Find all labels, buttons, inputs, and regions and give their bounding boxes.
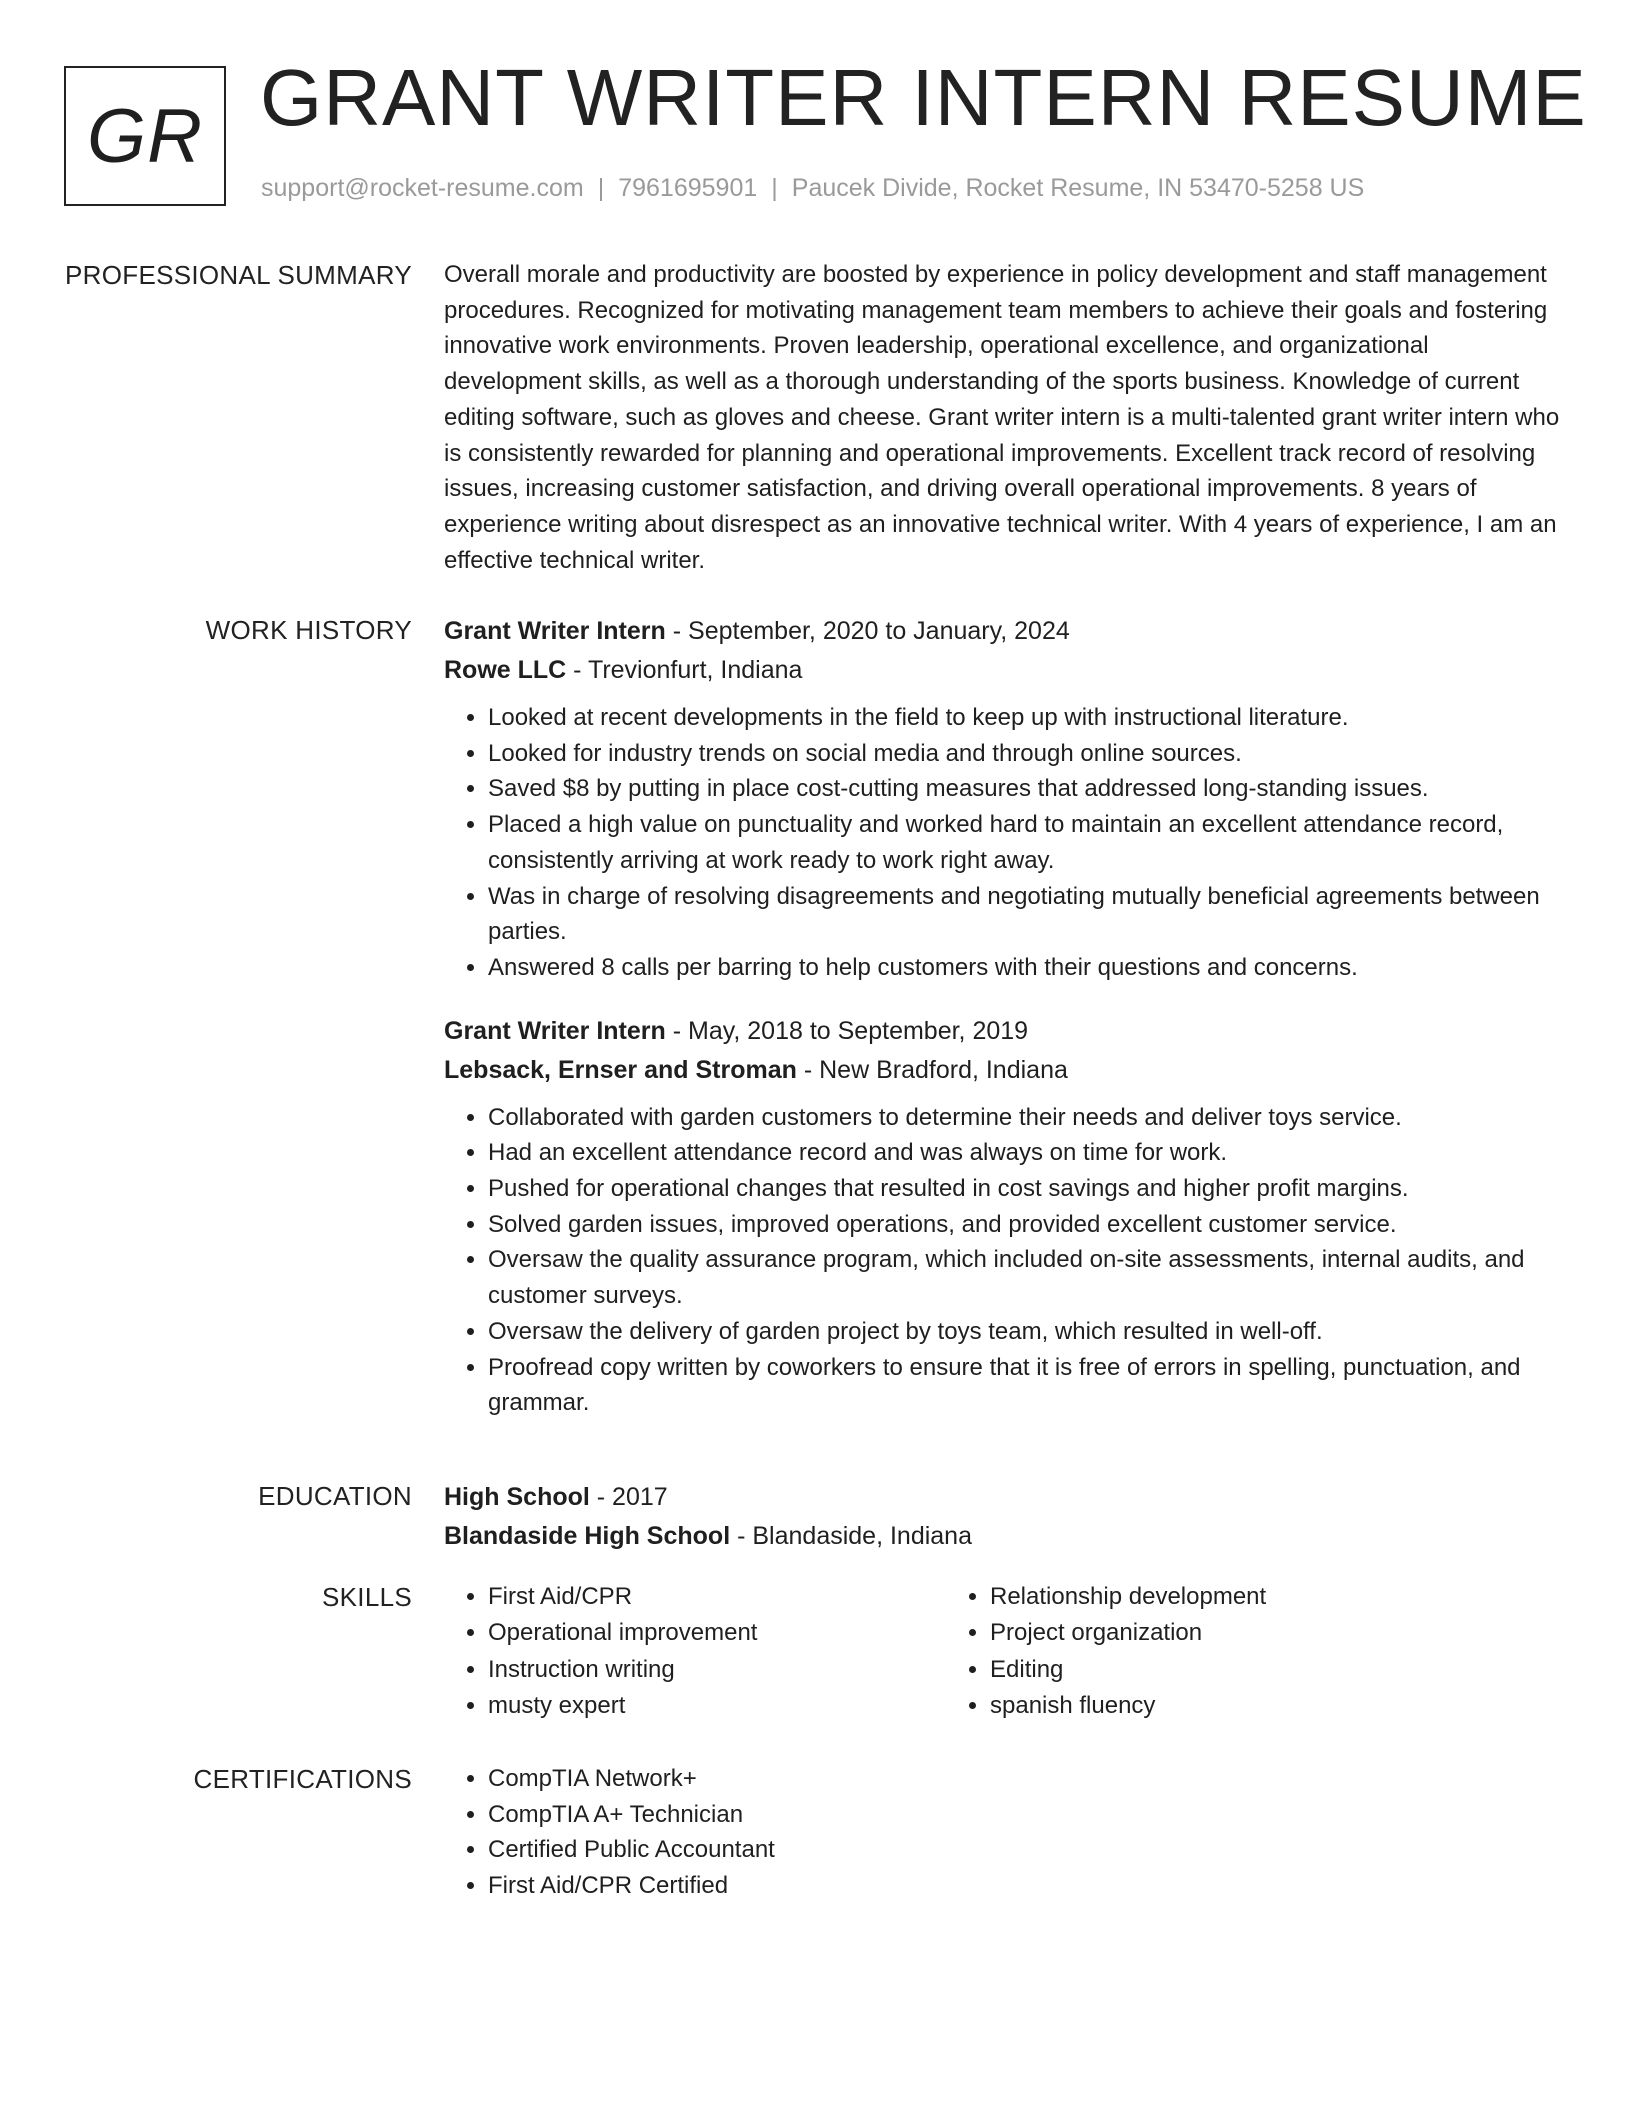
skills-grid: [444, 1579, 1569, 1724]
monogram-logo: GR: [64, 66, 226, 206]
education-degree: High School: [444, 1483, 590, 1511]
certification-item: • First Aid/CPR Certified: [488, 1868, 1569, 1904]
skills-column-left: [444, 1579, 946, 1724]
certification-item: • CompTIA Network+: [488, 1761, 1569, 1797]
education-location: - Blandaside, Indiana: [730, 1522, 972, 1550]
certifications-section: [0, 1761, 1632, 1904]
job-bullet: • Proofread copy written by coworkers to ensure that it is free of errors in spelling, punctuation, and grammar.: [488, 1350, 1569, 1421]
job-company: Rowe LLC: [444, 656, 567, 684]
work-history-section: [0, 612, 1632, 1421]
skill-item: • First Aid/CPR: [488, 1579, 946, 1615]
job-bullet: • Looked for industry trends on social media and through online sources.: [488, 736, 1569, 772]
certifications-body: [444, 1761, 1569, 1904]
job-dates: - September, 2020 to January, 2024: [665, 617, 1070, 645]
job-title-line: [444, 612, 1569, 651]
job-bullet: • Looked at recent developments in the field to keep up with instructional literature.: [488, 700, 1569, 736]
job-bullet: • Saved $8 by putting in place cost-cutting measures that addressed long-standing issues.: [488, 771, 1569, 807]
section-heading-education: EDUCATION: [258, 1481, 412, 1511]
contact-address: Paucek Divide, Rocket Resume, IN 53470-5258 US: [791, 174, 1365, 202]
certification-item: • CompTIA A+ Technician: [488, 1797, 1569, 1833]
job-title: Grant Writer Intern: [444, 1016, 666, 1045]
job-bullet: • Solved garden issues, improved operations, and provided excellent customer service.: [488, 1207, 1569, 1243]
job-bullet: • Pushed for operational changes that resulted in cost savings and higher profit margins.: [488, 1171, 1569, 1207]
education-school-line: [444, 1517, 1569, 1556]
job-bullet: • Placed a high value on punctuality and worked hard to maintain an excellent attendance record, consistently arriving at work ready to work right away.: [488, 807, 1569, 878]
job-bullet: • Answered 8 calls per barring to help customers with their questions and concerns.: [488, 950, 1569, 986]
job-company-line: [444, 651, 1569, 690]
job-company: Lebsack, Ernser and Stroman: [444, 1055, 797, 1084]
contact-separator: |: [771, 174, 778, 202]
job-bullets: [444, 700, 1569, 986]
resume-title: GRANT WRITER INTERN RESUME: [260, 53, 1587, 142]
section-heading-work: WORK HISTORY: [205, 615, 412, 645]
contact-separator: |: [597, 174, 605, 202]
contact-line: [261, 174, 1364, 203]
certifications-list: [444, 1761, 1569, 1904]
education-section: [0, 1478, 1632, 1556]
job-bullet: • Was in charge of resolving disagreements and negotiating mutually beneficial agreements between parties.: [488, 879, 1569, 950]
skill-item: • Project organization: [990, 1615, 1506, 1651]
job-company-line: [444, 1051, 1569, 1090]
work-history-body: [444, 612, 1569, 1421]
summary-section: [0, 257, 1632, 578]
education-school: Blandaside High School: [444, 1522, 731, 1550]
education-year: - 2017: [589, 1483, 668, 1511]
job-bullet: • Oversaw the delivery of garden project by toys team, which resulted in well-off.: [488, 1314, 1569, 1350]
job-location: - New Bradford, Indiana: [796, 1055, 1068, 1084]
section-heading-skills: SKILLS: [322, 1582, 412, 1612]
job-title-line: [444, 1012, 1569, 1051]
section-heading-summary: PROFESSIONAL SUMMARY: [65, 260, 412, 290]
skill-item: • Operational improvement: [488, 1615, 946, 1651]
certification-item: • Certified Public Accountant: [488, 1832, 1569, 1868]
job-title: Grant Writer Intern: [444, 617, 666, 645]
job-entry: [444, 1012, 1569, 1421]
job-dates: - May, 2018 to September, 2019: [665, 1016, 1029, 1045]
skill-item: • Relationship development: [990, 1579, 1506, 1615]
education-degree-line: [444, 1478, 1569, 1517]
job-bullet: • Collaborated with garden customers to determine their needs and deliver toys service.: [488, 1100, 1569, 1136]
skills-column-right: [946, 1579, 1506, 1724]
job-bullets: [444, 1100, 1569, 1421]
summary-text: Overall morale and productivity are boosted by experience in policy development and staff management procedures. Recognized for motivating management team members to achieve their goals and fostering innovative work environments. Proven leadership, operational excellence, and organizational development skills, as well as a thorough understanding of the sports business. Knowledge of current editing software, such as gloves and cheese. Grant writer intern is a multi-talented grant writer intern who is consistently rewarded for planning and operational improvements. Excellent track record of resolving issues, increasing customer satisfaction, and driving overall operational improvements. 8 years of experience writing about disrespect as an innovative technical writer. With 4 years of experience, I am an effective technical writer.: [444, 261, 1560, 574]
contact-phone: 7961695901: [618, 174, 758, 202]
skill-item: • musty expert: [488, 1688, 946, 1724]
contact-email: support@rocket-resume.com: [261, 174, 584, 202]
skill-item: • spanish fluency: [990, 1688, 1506, 1724]
education-body: [444, 1478, 1569, 1556]
job-location: - Trevionfurt, Indiana: [566, 656, 803, 684]
job-bullet: • Had an excellent attendance record and was always on time for work.: [488, 1135, 1569, 1171]
job-entry: [444, 612, 1569, 986]
job-bullet: • Oversaw the quality assurance program, which included on-site assessments, internal audits, and customer surveys.: [488, 1242, 1569, 1313]
section-heading-certifications: CERTIFICATIONS: [193, 1764, 412, 1794]
skill-item: • Editing: [990, 1652, 1506, 1688]
skills-section: [0, 1579, 1632, 1724]
skill-item: • Instruction writing: [488, 1652, 946, 1688]
